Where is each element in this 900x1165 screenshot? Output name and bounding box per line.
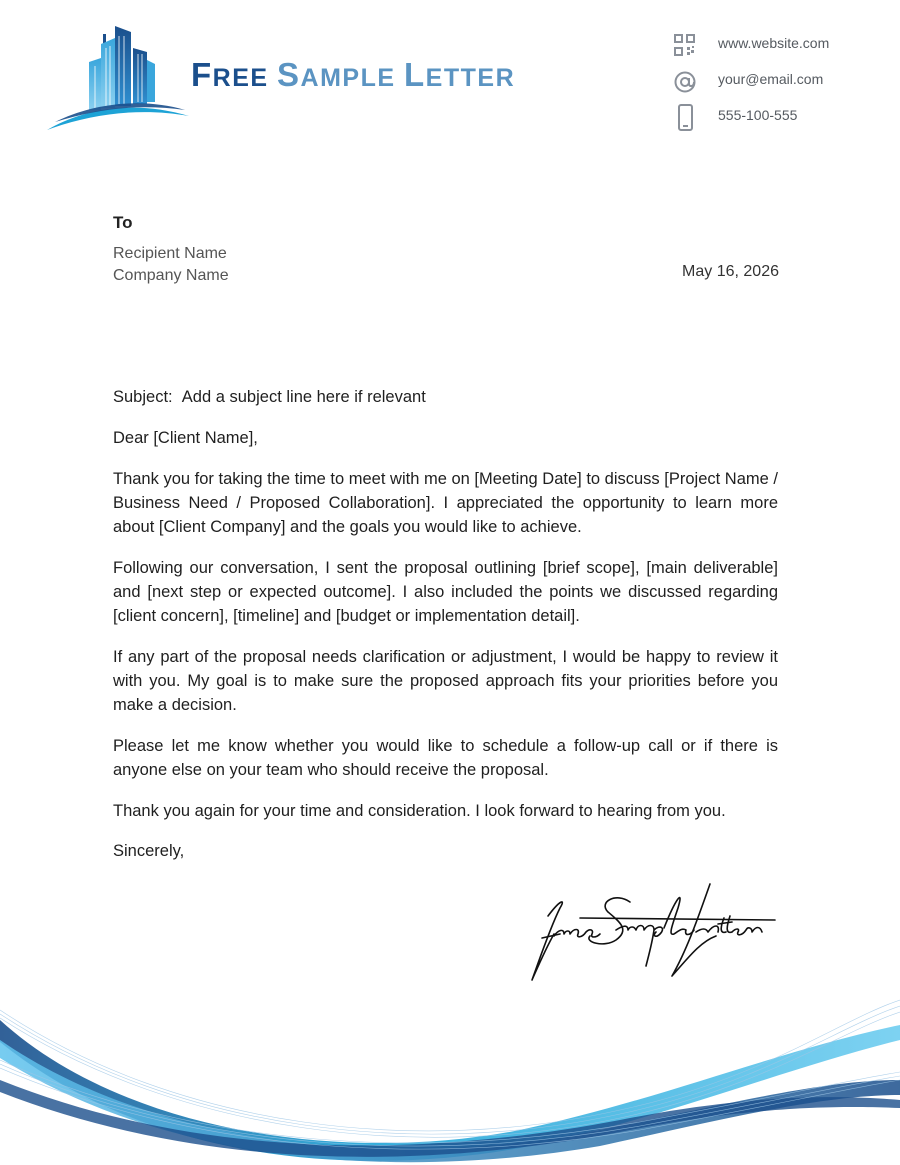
email-link[interactable]: your@email.com: [718, 71, 824, 87]
paragraph-5: Thank you again for your time and consideration. I look forward to hearing from you.: [113, 802, 726, 820]
recipient-block: [113, 243, 229, 287]
building-logo-icon: [45, 22, 195, 134]
letter-date: May 16, 2026: [682, 263, 779, 280]
subject-text: Add a subject line here if relevant: [181, 388, 426, 406]
company-name: Company Name: [113, 267, 229, 284]
mobile-phone-icon: [672, 104, 698, 132]
footer-waves-decoration: [0, 980, 900, 1165]
closing: Sincerely,: [113, 842, 185, 860]
qr-code-icon: [672, 32, 698, 60]
contact-email: [672, 66, 872, 102]
salutation: Dear [Client Name],: [113, 429, 258, 447]
subject-line: [113, 386, 778, 408]
brand-title: FREE SAMPLE LETTER: [191, 56, 516, 93]
contact-website: [672, 30, 872, 66]
contact-block: [672, 30, 872, 138]
phone-number: 555-100-555: [718, 107, 798, 123]
at-sign-icon: [672, 68, 698, 96]
recipient-name: Recipient Name: [113, 245, 227, 262]
letter-body: [113, 386, 778, 862]
paragraph-4: Please let me know whether you would like to schedule a follow-up call or if there is anyone else on your team who should receive the proposal.: [113, 737, 778, 779]
to-label: To: [113, 213, 133, 232]
paragraph-3: If any part of the proposal needs clarification or adjustment, I would be happy to review it with you. My goal is to make sure the proposed approach fits your priorities before you make a decision.: [113, 648, 778, 714]
website-link[interactable]: www.website.com: [718, 35, 830, 51]
paragraph-2: Following our conversation, I sent the proposal outlining [brief scope], [main deliverable] and [next step or expected outcome]. I also included the points we discussed regarding [client concern], [timeline] and [budget or implementation detail].: [113, 559, 778, 625]
paragraph-1: Thank you for taking the time to meet with me on [Meeting Date] to discuss [Project Name / Business Need / Proposed Collaboration]. I appreciated the opportunity to learn more about [Client Company] and the goals you would like to achieve.: [113, 470, 778, 536]
subject-label: Subject:: [113, 388, 173, 406]
contact-phone: [672, 102, 872, 138]
handwritten-signature: [520, 878, 785, 993]
